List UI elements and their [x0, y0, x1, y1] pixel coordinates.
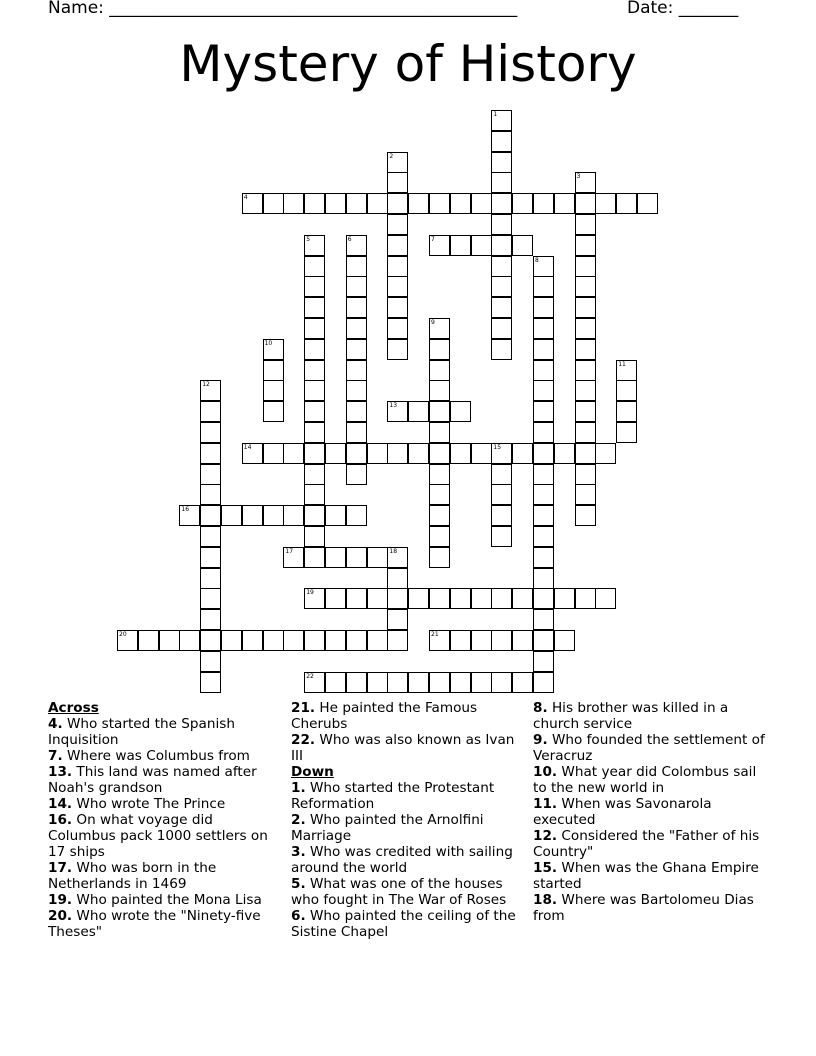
- grid-cell[interactable]: [554, 588, 575, 609]
- grid-cell[interactable]: [450, 672, 471, 693]
- grid-cell[interactable]: [387, 235, 408, 256]
- grid-cell[interactable]: [595, 193, 616, 214]
- down-heading: Down: [291, 764, 334, 780]
- grid-cell[interactable]: [179, 630, 200, 651]
- grid-cell[interactable]: [533, 318, 554, 339]
- clue-down-1: 1. Who started the Protestant Reformation: [291, 780, 495, 812]
- clue-across-22: 22. Who was also known as Ivan III: [291, 732, 515, 764]
- grid-cell[interactable]: [304, 630, 325, 651]
- across-heading: Across: [48, 700, 99, 716]
- grid-cell[interactable]: [346, 380, 367, 401]
- grid-cell[interactable]: [491, 235, 512, 256]
- grid-cell[interactable]: [575, 297, 596, 318]
- grid-cell[interactable]: [429, 526, 450, 547]
- clue-down-15: 15. When was the Ghana Empire started: [533, 860, 759, 892]
- grid-cell[interactable]: [304, 235, 325, 256]
- grid-cell[interactable]: [575, 193, 596, 214]
- grid-cell[interactable]: [575, 339, 596, 360]
- grid-cell[interactable]: [575, 235, 596, 256]
- grid-cell[interactable]: [533, 401, 554, 422]
- grid-cell[interactable]: [533, 193, 554, 214]
- clue-across-7: 7. Where was Columbus from: [48, 748, 250, 764]
- cell-number: 13: [389, 402, 398, 410]
- grid-cell[interactable]: [554, 443, 575, 464]
- grid-cell[interactable]: [575, 588, 596, 609]
- grid-cell[interactable]: [346, 443, 367, 464]
- grid-cell[interactable]: [200, 464, 221, 485]
- grid-cell[interactable]: [575, 360, 596, 381]
- grid-cell[interactable]: [387, 443, 408, 464]
- grid-cell[interactable]: [533, 380, 554, 401]
- grid-cell[interactable]: [533, 547, 554, 568]
- grid-cell[interactable]: [200, 651, 221, 672]
- grid-cell[interactable]: [429, 443, 450, 464]
- cell-number: 22: [306, 672, 314, 680]
- grid-cell[interactable]: [200, 672, 221, 693]
- grid-cell[interactable]: [325, 193, 346, 214]
- grid-cell[interactable]: [200, 526, 221, 547]
- grid-cell[interactable]: [367, 443, 388, 464]
- grid-cell[interactable]: [408, 193, 429, 214]
- clue-across-17: 17. Who was born in the Netherlands in 1469: [48, 860, 217, 892]
- grid-cell[interactable]: [533, 464, 554, 485]
- grid-cell[interactable]: [367, 630, 388, 651]
- grid-cell[interactable]: [346, 588, 367, 609]
- grid-cell[interactable]: [429, 464, 450, 485]
- grid-cell[interactable]: [346, 505, 367, 526]
- grid-cell[interactable]: [304, 464, 325, 485]
- grid-cell[interactable]: [387, 297, 408, 318]
- grid-cell[interactable]: [533, 276, 554, 297]
- grid-cell[interactable]: [304, 588, 325, 609]
- cell-number: 16: [181, 506, 190, 514]
- grid-cell[interactable]: [512, 443, 533, 464]
- grid-cell[interactable]: [304, 193, 325, 214]
- grid-cell[interactable]: [512, 235, 533, 256]
- cell-number: 18: [389, 547, 398, 555]
- grid-cell[interactable]: [533, 630, 554, 651]
- grid-cell[interactable]: [575, 464, 596, 485]
- grid-cell[interactable]: [533, 588, 554, 609]
- grid-cell[interactable]: [491, 110, 512, 131]
- grid-cell[interactable]: [575, 380, 596, 401]
- grid-cell[interactable]: [387, 152, 408, 173]
- grid-cell[interactable]: [387, 276, 408, 297]
- grid-cell[interactable]: [387, 672, 408, 693]
- grid-cell[interactable]: [471, 630, 492, 651]
- grid-cell[interactable]: [429, 422, 450, 443]
- grid-cell[interactable]: [512, 588, 533, 609]
- grid-cell[interactable]: [575, 276, 596, 297]
- grid-cell[interactable]: [304, 401, 325, 422]
- grid-cell[interactable]: [283, 505, 304, 526]
- grid-cell[interactable]: [429, 588, 450, 609]
- grid-cell[interactable]: [491, 193, 512, 214]
- grid-cell[interactable]: [429, 630, 450, 651]
- grid-cell[interactable]: [387, 588, 408, 609]
- grid-cell[interactable]: [491, 276, 512, 297]
- grid-cell[interactable]: [304, 505, 325, 526]
- grid-cell[interactable]: [512, 630, 533, 651]
- grid-cell[interactable]: [325, 505, 346, 526]
- cell-number: 2: [389, 152, 394, 160]
- grid-cell[interactable]: [491, 630, 512, 651]
- grid-cell[interactable]: [408, 588, 429, 609]
- grid-cell[interactable]: [346, 339, 367, 360]
- grid-cell[interactable]: [387, 214, 408, 235]
- grid-cell[interactable]: [367, 193, 388, 214]
- clue-across-21: 21. He painted the Famous Cherubs: [291, 700, 478, 732]
- grid-cell[interactable]: [117, 630, 138, 651]
- cell-number: 21: [431, 631, 439, 638]
- clue-across-14: 14. Who wrote The Prince: [48, 796, 226, 812]
- grid-cell[interactable]: [367, 588, 388, 609]
- grid-cell[interactable]: [263, 443, 284, 464]
- grid-cell[interactable]: [346, 256, 367, 277]
- grid-cell[interactable]: [387, 339, 408, 360]
- grid-cell[interactable]: [429, 339, 450, 360]
- grid-cell[interactable]: [387, 318, 408, 339]
- grid-cell[interactable]: [429, 360, 450, 381]
- grid-cell[interactable]: [471, 193, 492, 214]
- grid-cell[interactable]: [263, 193, 284, 214]
- grid-cell[interactable]: [346, 547, 367, 568]
- grid-cell[interactable]: [575, 256, 596, 277]
- grid-cell[interactable]: [263, 401, 284, 422]
- grid-cell[interactable]: [533, 609, 554, 630]
- grid-cell[interactable]: [346, 276, 367, 297]
- grid-cell[interactable]: [221, 630, 242, 651]
- clue-down-3: 3. Who was credited with sailing around the world: [291, 844, 513, 876]
- grid-cell[interactable]: [283, 193, 304, 214]
- page-title: Mystery of History: [179, 35, 637, 93]
- clue-across-20: 20. Who wrote the "Ninety-five Theses": [48, 908, 261, 940]
- grid-cell[interactable]: [346, 422, 367, 443]
- grid-cell[interactable]: [595, 588, 616, 609]
- grid-cell[interactable]: [200, 588, 221, 609]
- grid-cell[interactable]: [346, 235, 367, 256]
- grid-cell[interactable]: [575, 443, 596, 464]
- clue-down-12: 12. Considered the "Father of his Country": [533, 828, 760, 860]
- cell-number: 1: [493, 111, 498, 118]
- grid-cell[interactable]: [616, 360, 637, 381]
- grid-cell[interactable]: [242, 193, 263, 214]
- grid-cell[interactable]: [575, 484, 596, 505]
- grid-cell[interactable]: [408, 443, 429, 464]
- grid-cell[interactable]: [533, 505, 554, 526]
- grid-cell[interactable]: [304, 380, 325, 401]
- grid-cell[interactable]: [450, 443, 471, 464]
- grid-cell[interactable]: [491, 152, 512, 173]
- grid-cell[interactable]: [200, 505, 221, 526]
- grid-cell[interactable]: [346, 360, 367, 381]
- grid-cell[interactable]: [533, 422, 554, 443]
- grid-cell[interactable]: [346, 672, 367, 693]
- grid-cell[interactable]: [471, 443, 492, 464]
- grid-cell[interactable]: [304, 318, 325, 339]
- clue-down-18: 18. Where was Bartolomeu Dias from: [533, 892, 754, 924]
- grid-cell[interactable]: [242, 443, 263, 464]
- grid-cell[interactable]: [429, 401, 450, 422]
- grid-cell[interactable]: [491, 672, 512, 693]
- grid-cell[interactable]: [450, 588, 471, 609]
- grid-cell[interactable]: [242, 630, 263, 651]
- grid-cell[interactable]: [491, 339, 512, 360]
- grid-cell[interactable]: [471, 588, 492, 609]
- grid-cell[interactable]: [263, 630, 284, 651]
- grid-cell[interactable]: [408, 401, 429, 422]
- grid-cell[interactable]: [491, 214, 512, 235]
- grid-cell[interactable]: [491, 505, 512, 526]
- grid-cell[interactable]: [304, 276, 325, 297]
- grid-cell[interactable]: [533, 256, 554, 277]
- grid-cell[interactable]: [304, 484, 325, 505]
- grid-cell[interactable]: [200, 547, 221, 568]
- grid-cell[interactable]: [304, 297, 325, 318]
- grid-cell[interactable]: [450, 630, 471, 651]
- grid-cell[interactable]: [200, 484, 221, 505]
- grid-cell[interactable]: [450, 193, 471, 214]
- grid-cell[interactable]: [533, 297, 554, 318]
- cell-number: 19: [306, 589, 314, 597]
- grid-cell[interactable]: [471, 672, 492, 693]
- grid-cell[interactable]: [533, 568, 554, 589]
- cell-number: 14: [243, 443, 252, 451]
- grid-cell[interactable]: [491, 526, 512, 547]
- clues-column-2: [291, 700, 521, 940]
- grid-cell[interactable]: [304, 672, 325, 693]
- grid-cell[interactable]: [387, 193, 408, 214]
- grid-cell[interactable]: [450, 235, 471, 256]
- grid-cell[interactable]: [616, 422, 637, 443]
- grid-cell[interactable]: [325, 443, 346, 464]
- grid-cell[interactable]: [325, 588, 346, 609]
- grid-cell[interactable]: [429, 193, 450, 214]
- grid-cell[interactable]: [429, 672, 450, 693]
- grid-cell[interactable]: [200, 443, 221, 464]
- clue-down-2: 2. Who painted the Arnolfini Marriage: [291, 812, 484, 844]
- date-field-label: Date: _______: [627, 0, 739, 18]
- grid-cell[interactable]: [242, 505, 263, 526]
- clue-down-11: 11. When was Savonarola executed: [533, 796, 712, 828]
- grid-cell[interactable]: [387, 630, 408, 651]
- grid-cell[interactable]: [283, 547, 304, 568]
- grid-cell[interactable]: [637, 193, 658, 214]
- grid-cell[interactable]: [429, 547, 450, 568]
- cell-number: 8: [535, 256, 539, 264]
- grid-cell[interactable]: [575, 401, 596, 422]
- grid-cell[interactable]: [429, 505, 450, 526]
- grid-cell[interactable]: [533, 651, 554, 672]
- clue-down-5: 5. What was one of the houses who fought in The War of Roses: [291, 876, 507, 908]
- grid-cell[interactable]: [491, 443, 512, 464]
- grid-cell[interactable]: [595, 443, 616, 464]
- grid-cell[interactable]: [491, 131, 512, 152]
- clue-across-4: 4. Who started the Spanish Inquisition: [48, 716, 235, 748]
- grid-cell[interactable]: [179, 505, 200, 526]
- grid-cell[interactable]: [304, 443, 325, 464]
- grid-cell[interactable]: [200, 422, 221, 443]
- grid-cell[interactable]: [283, 443, 304, 464]
- grid-cell[interactable]: [387, 568, 408, 589]
- grid-cell[interactable]: [346, 193, 367, 214]
- grid-cell[interactable]: [304, 526, 325, 547]
- grid-cell[interactable]: [304, 256, 325, 277]
- grid-cell[interactable]: [346, 464, 367, 485]
- grid-cell[interactable]: [616, 380, 637, 401]
- clue-down-9: 9. Who founded the settlement of Veracruz: [533, 732, 765, 764]
- grid-cell[interactable]: [346, 297, 367, 318]
- grid-cell[interactable]: [471, 235, 492, 256]
- cell-number: 12: [202, 381, 210, 389]
- cell-number: 15: [493, 443, 502, 451]
- grid-cell[interactable]: [491, 172, 512, 193]
- grid-cell[interactable]: [429, 484, 450, 505]
- grid-cell[interactable]: [325, 630, 346, 651]
- clue-down-8: 8. His brother was killed in a church service: [533, 700, 729, 732]
- grid-cell[interactable]: [325, 672, 346, 693]
- grid-cell[interactable]: [221, 505, 242, 526]
- grid-cell[interactable]: [263, 339, 284, 360]
- grid-cell[interactable]: [491, 484, 512, 505]
- clue-down-10: 10. What year did Colombus sail to the new world in: [533, 764, 757, 796]
- cell-number: 20: [119, 631, 127, 638]
- grid-cell[interactable]: [616, 193, 637, 214]
- grid-cell[interactable]: [346, 630, 367, 651]
- grid-cell[interactable]: [554, 193, 575, 214]
- grid-cell[interactable]: [575, 422, 596, 443]
- grid-cell[interactable]: [533, 672, 554, 693]
- grid-cell[interactable]: [491, 588, 512, 609]
- cell-number: 9: [431, 319, 435, 326]
- grid-cell[interactable]: [263, 505, 284, 526]
- grid-cell[interactable]: [159, 630, 180, 651]
- grid-cell[interactable]: [533, 443, 554, 464]
- name-field-label: Name: ________________________________________________: [48, 0, 518, 18]
- grid-cell[interactable]: [491, 297, 512, 318]
- grid-cell[interactable]: [367, 672, 388, 693]
- grid-cell[interactable]: [387, 401, 408, 422]
- grid-cell[interactable]: [575, 214, 596, 235]
- grid-cell[interactable]: [283, 630, 304, 651]
- grid-cell[interactable]: [512, 193, 533, 214]
- grid-cell[interactable]: [200, 380, 221, 401]
- grid-cell[interactable]: [200, 609, 221, 630]
- grid-cell[interactable]: [575, 318, 596, 339]
- grid-cell[interactable]: [491, 318, 512, 339]
- grid-cell[interactable]: [304, 360, 325, 381]
- grid-cell[interactable]: [408, 672, 429, 693]
- grid-cell[interactable]: [491, 256, 512, 277]
- grid-cell[interactable]: [138, 630, 159, 651]
- grid-cell[interactable]: [346, 318, 367, 339]
- grid-cell[interactable]: [325, 547, 346, 568]
- grid-cell[interactable]: [200, 630, 221, 651]
- clue-down-6: 6. Who painted the ceiling of the Sistine Chapel: [291, 908, 516, 940]
- grid-cell[interactable]: [429, 318, 450, 339]
- grid-cell[interactable]: [367, 547, 388, 568]
- grid-cell[interactable]: [491, 464, 512, 485]
- grid-cell[interactable]: [575, 505, 596, 526]
- grid-cell[interactable]: [200, 568, 221, 589]
- grid-cell[interactable]: [429, 380, 450, 401]
- grid-cell[interactable]: [387, 547, 408, 568]
- grid-cell[interactable]: [554, 630, 575, 651]
- grid-cell[interactable]: [512, 672, 533, 693]
- grid-cell[interactable]: [387, 256, 408, 277]
- grid-cell[interactable]: [533, 360, 554, 381]
- grid-cell[interactable]: [575, 172, 596, 193]
- grid-cell[interactable]: [304, 339, 325, 360]
- grid-cell[interactable]: [304, 422, 325, 443]
- grid-cell[interactable]: [200, 401, 221, 422]
- grid-cell[interactable]: [533, 339, 554, 360]
- clue-across-16: 16. On what voyage did Columbus pack 1000 settlers on 17 ships: [48, 812, 268, 860]
- grid-cell[interactable]: [616, 401, 637, 422]
- cell-number: 3: [576, 173, 581, 181]
- grid-cell[interactable]: [533, 526, 554, 547]
- grid-cell[interactable]: [346, 401, 367, 422]
- grid-cell[interactable]: [387, 172, 408, 193]
- cell-number: 4: [243, 194, 248, 202]
- cell-number: 10: [264, 339, 273, 347]
- grid-cell[interactable]: [387, 609, 408, 630]
- cell-number: 11: [618, 360, 626, 368]
- grid-cell[interactable]: [263, 380, 284, 401]
- clue-across-19: 19. Who painted the Mona Lisa: [48, 892, 262, 908]
- grid-cell[interactable]: [533, 484, 554, 505]
- grid-cell[interactable]: [429, 235, 450, 256]
- cell-number: 17: [285, 547, 294, 555]
- grid-cell[interactable]: [450, 401, 471, 422]
- grid-cell[interactable]: [263, 360, 284, 381]
- clues-column-3: [533, 700, 765, 924]
- clue-across-13: 13. This land was named after Noah's grandson: [48, 764, 257, 796]
- cell-number: 7: [431, 235, 435, 243]
- clues-column-1: [48, 700, 274, 940]
- grid-cell[interactable]: [304, 547, 325, 568]
- cell-number: 5: [306, 235, 311, 243]
- cell-number: 6: [347, 235, 352, 243]
